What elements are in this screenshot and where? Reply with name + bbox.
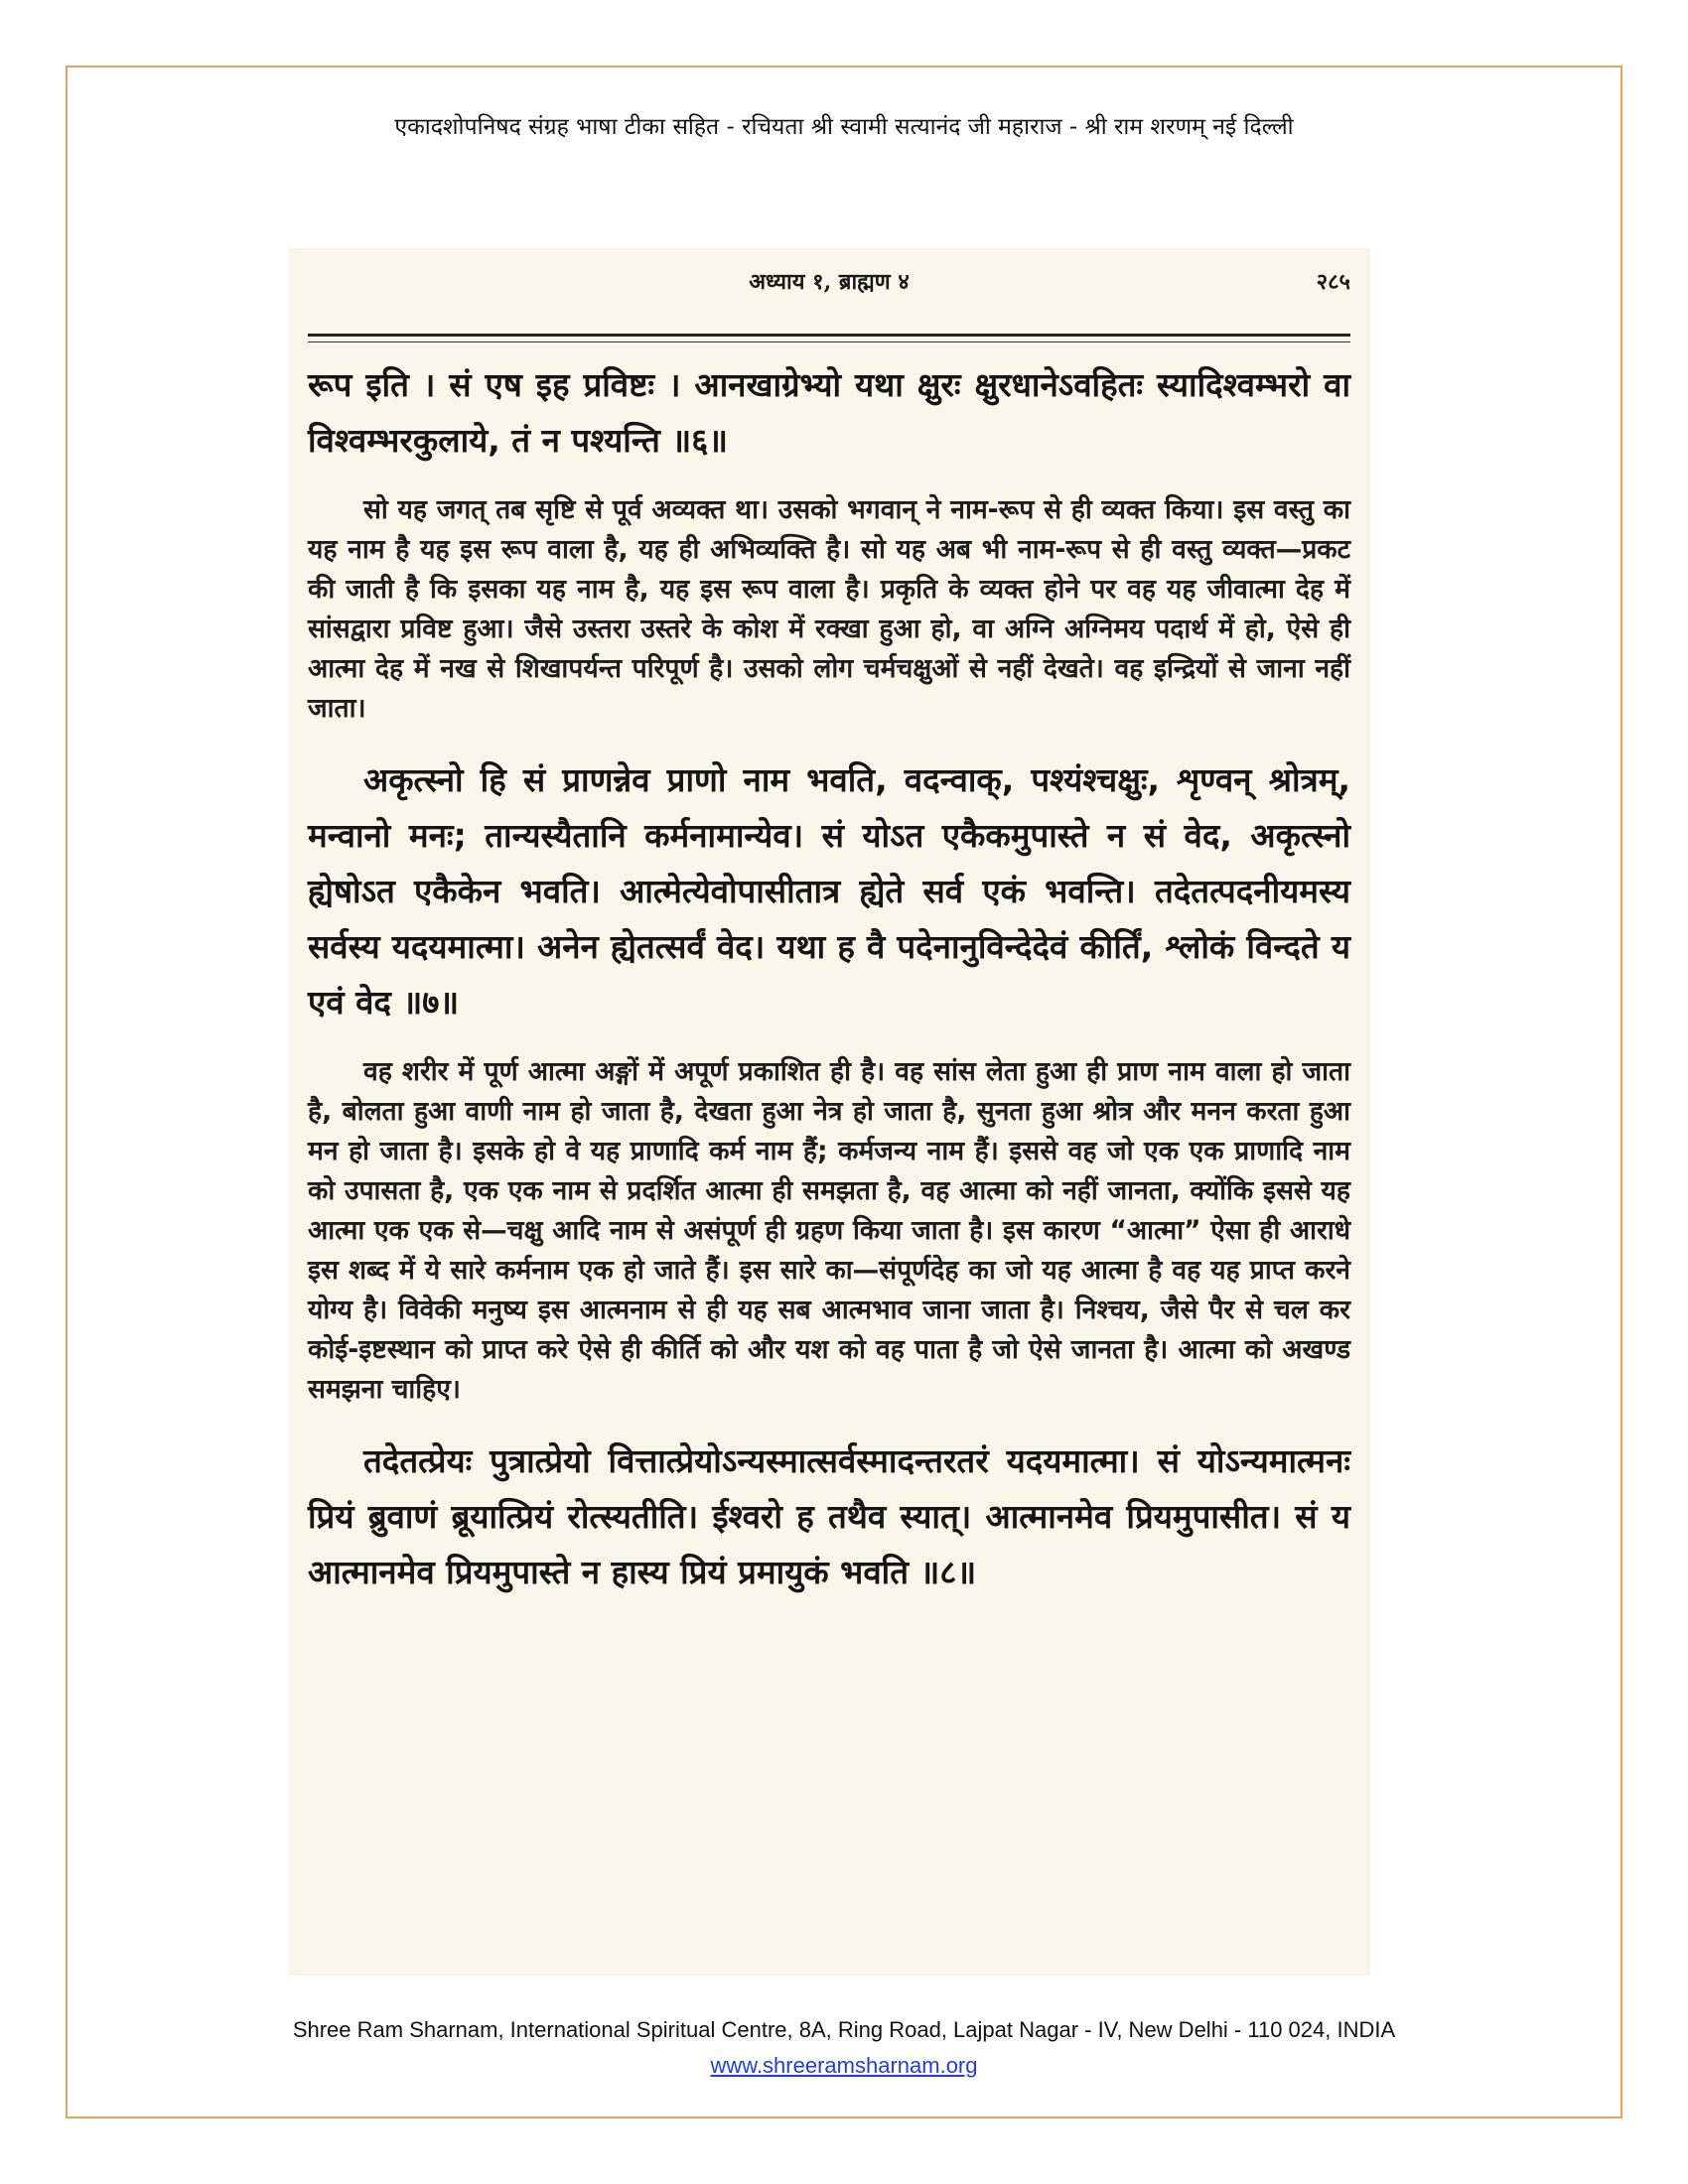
sanskrit-verse-6: रूप इति । सं एष इह प्रविष्टः । आनखाग्रेभ्यो यथा क्षुरः क्षुरधानेऽवहितः स्यादिश्वम्भरो वा विश्वम्भरकुलाये, तं न पश्यन्ति ॥६॥ bbox=[308, 365, 1350, 460]
running-head bbox=[288, 266, 1370, 306]
header-rule-thin bbox=[308, 341, 1350, 342]
footer-address: Shree Ram Sharnam, International Spiritual Centre, 8A, Ring Road, Lajpat Nagar - IV, New Delhi - 110 024, INDIA bbox=[292, 2017, 1396, 2042]
scanned-book-page bbox=[288, 248, 1370, 1976]
page-number: २८५ bbox=[1316, 269, 1350, 295]
hindi-commentary-6: सो यह जगत् तब सृष्टि से पूर्व अव्यक्त था। उसको भगवान् ने नाम-रूप से ही व्यक्त किया। इस वस्तु का यह नाम है यह इस रूप वाला है, यह ही अभिव्यक्ति है। सो यह अब भी नाम-रूप से ही वस्तु व्यक्त—प्रकट की जाती है कि इसका यह नाम है, यह इस रूप वाला है। प्रकृति के व्यक्त होने पर वह यह जीवात्मा देह में सांसद्वारा प्रविष्ट हुआ। जैसे उस्तरा उस्तरे के कोश में रक्खा हुआ हो, वा अग्नि अग्निमय पदार्थ में हो, ऐसे ही आत्मा देह में नख से शिखापर्यन्त परिपूर्ण है। उसको लोग चर्मचक्षुओं से नहीं देखते। वह इन्द्रियों से जाना नहीं जाता। bbox=[308, 494, 1350, 724]
footer-website bbox=[0, 2053, 1688, 2079]
chapter-label: अध्याय १, ब्राह्मण ४ bbox=[749, 269, 910, 295]
sanskrit-verse-8: तदेतत्प्रेयः पुत्रात्प्रेयो वित्तात्प्रेयोऽन्यस्मात्सर्वस्मादन्तरतरं यदयमात्मा। सं योऽन्यमात्मनः प्रियं ब्रुवाणं ब्रूयात्प्रियं रोत्स्यतीति। ईश्वरो ह तथैव स्यात्। आत्मानमेव प्रियमुपासीत। सं य आत्मानमेव प्रियमुपास्ते न हास्य प्रियं प्रमायुकं भवति ॥८॥ bbox=[308, 1441, 1350, 1591]
sanskrit-verse-7: अकृत्स्नो हि सं प्राणन्नेव प्राणो नाम भवति, वदन्वाक्, पश्यंश्चक्षुः, शृण्वन् श्रोत्रम्, मन्वानो मनः; तान्यस्यैतानि कर्मनामान्येव। सं योऽत एकैकमुपास्ते न सं वेद, अकृत्स्नो ह्येषोऽत एकैकेन भवति। आत्मेत्येवोपासीतात्र ह्येते सर्व एकं भवन्ति। तदेतत्पदनीयमस्य सर्वस्य यदयमात्मा। अनेन ह्येतत्सर्वं वेद। यथा ह वै पदेनानुविन्देदेवं कीर्तिं, श्लोकं विन्दते य एवं वेद ॥७॥ bbox=[308, 760, 1350, 1022]
hindi-commentary-7: वह शरीर में पूर्ण आत्मा अङ्गों में अपूर्ण प्रकाशित ही है। वह सांस लेता हुआ ही प्राण नाम वाला हो जाता है, बोलता हुआ वाणी नाम हो जाता है, देखता हुआ नेत्र हो जाता है, सुनता हुआ श्रोत्र और मनन करता हुआ मन हो जाता है। इसके हो वे यह प्राणादि कर्म नाम हैं; कर्मजन्य नाम हैं। इससे वह जो एक एक प्राणादि नाम को उपासता है, एक एक नाम से प्रदर्शित आत्मा ही समझता है, वह आत्मा को नहीं जानता, क्योंकि इससे यह आत्मा एक एक से—चक्षु आदि नाम से असंपूर्ण ही ग्रहण किया जाता है। इस कारण “आत्मा” ऐसा ही आराधे इस शब्द में ये सारे कर्मनाम एक हो जाते हैं। इस सारे का—संपूर्णदेह का जो यह आत्मा है वह यह प्राप्त करने योग्य है। विवेकी मनुष्य इस आत्मनाम से ही यह सब आत्मभाव जाना जाता है। निश्चय, जैसे पैर से चल कर कोई-इष्टस्थान को प्राप्त करे ऐसे ही कीर्ति को और यश को वह पाता है जो ऐसे जानता है। आत्मा को अखण्ड समझना चाहिए। bbox=[308, 1056, 1350, 1405]
page-content bbox=[308, 357, 1350, 1622]
header-rule bbox=[308, 334, 1350, 337]
document-header: एकादशोपनिषद संग्रह भाषा टीका सहित - रचियता श्री स्वामी सत्यानंद जी महाराज - श्री राम शरणम् नई दिल्ली bbox=[394, 114, 1294, 140]
website-link[interactable]: www.shreeramsharnam.org bbox=[710, 2053, 978, 2078]
